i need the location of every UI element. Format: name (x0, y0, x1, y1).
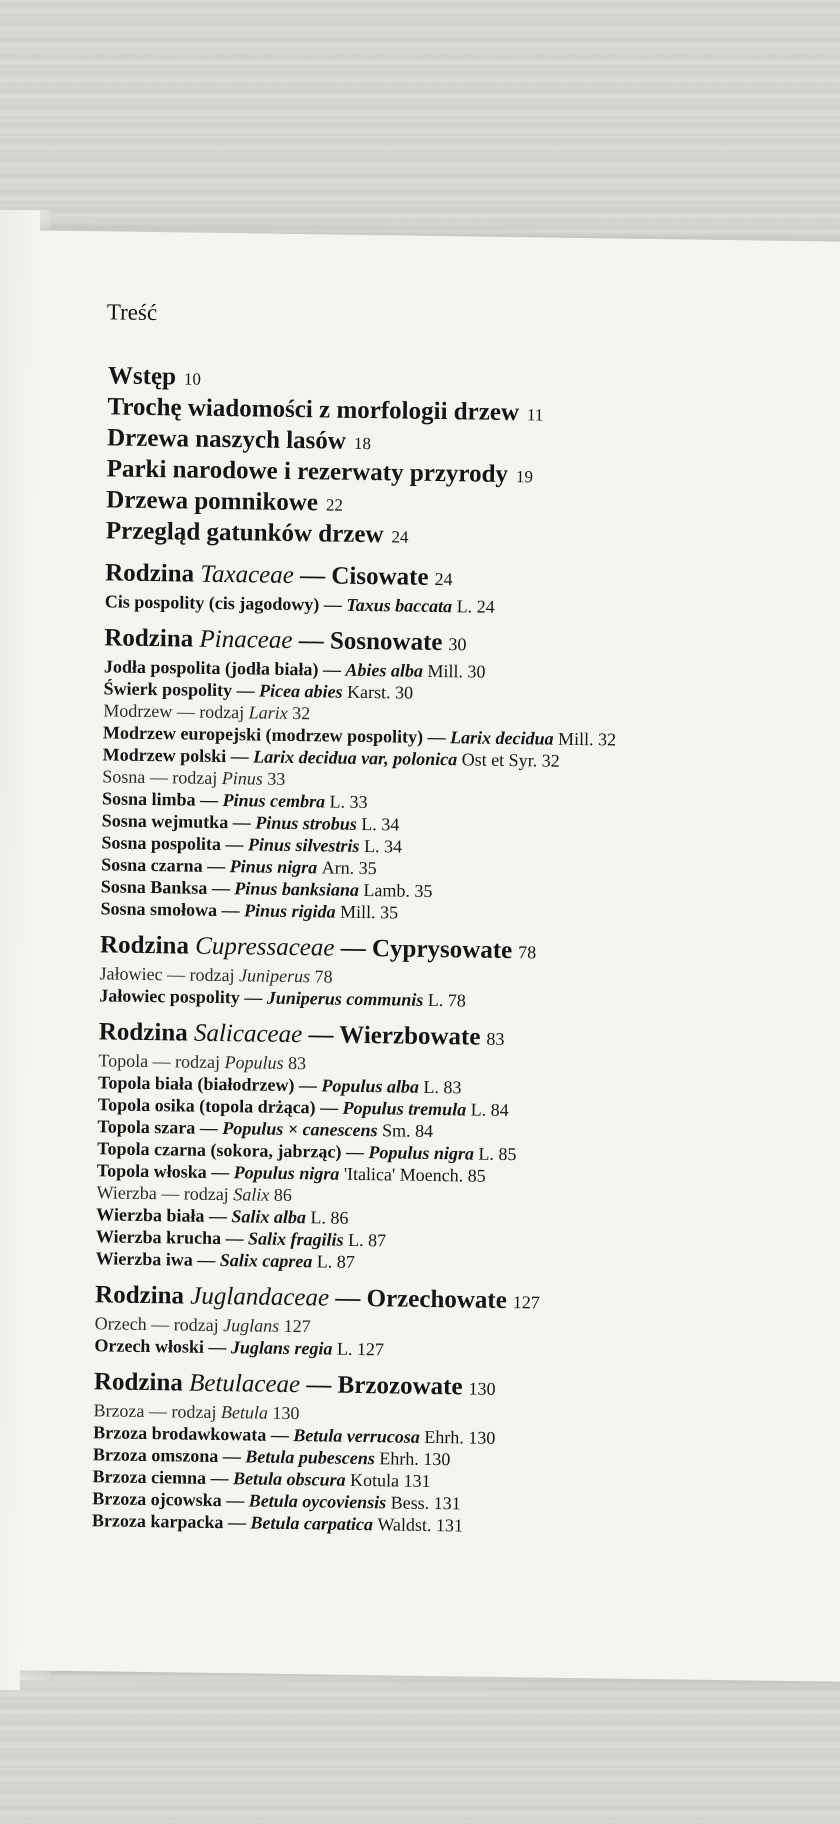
species-latin-name: Populus × canescens (222, 1118, 378, 1141)
family-polish-name: Brzozowate (337, 1371, 463, 1401)
page-number: 22 (325, 495, 344, 515)
family-polish-name: Orzechowate (366, 1285, 508, 1315)
page-number: 35 (358, 857, 377, 879)
page-number: 127 (512, 1292, 540, 1313)
species-author: Mill. (427, 660, 464, 682)
separator: — (299, 562, 326, 590)
genus-latin-name: Pinus (221, 768, 264, 789)
family-group (95, 1016, 818, 1279)
species-latin-name: Pinus nigra (229, 856, 318, 878)
separator: — (345, 1141, 365, 1163)
separator: — (340, 934, 366, 963)
family-polish-name: Cisowate (331, 562, 429, 591)
species-author: Karst. (346, 681, 391, 703)
species-polish-name: Sosna pospolita (101, 832, 222, 855)
genus-label: rodzaj (172, 767, 218, 788)
species-latin-name: Larix decidua var, polonica (253, 746, 458, 770)
page-number: 24 (434, 568, 453, 590)
separator: — (335, 1284, 361, 1312)
page-number: 24 (476, 596, 495, 617)
separator: — (225, 1228, 244, 1249)
page-number: 19 (515, 467, 534, 487)
species-polish-name: Cis pospolity (cis jagodowy) (104, 591, 320, 615)
species-latin-name: Abies alba (345, 659, 424, 681)
page-number: 35 (414, 880, 433, 901)
separator: — (427, 726, 446, 748)
species-latin-name: Salix caprea (219, 1250, 313, 1272)
intro-sections (106, 361, 829, 557)
genus-label: rodzaj (199, 701, 245, 723)
separator: — (211, 1161, 230, 1183)
genus-polish-name: Orzech (94, 1313, 147, 1335)
species-polish-name: Sosna wejmutka (101, 810, 229, 833)
species-polish-name: Orzech włoski (94, 1335, 205, 1357)
genus-polish-name: Sosna (102, 766, 146, 787)
separator: — (323, 594, 342, 615)
species-polish-name: Wierzba iwa (95, 1248, 193, 1270)
species-latin-name: Betula carpatica (250, 1512, 374, 1535)
species-latin-name: Betula pubescens (245, 1446, 376, 1469)
species-latin-name: Betula oycoviensis (248, 1490, 387, 1513)
family-group (100, 622, 824, 929)
separator: — (199, 1117, 218, 1138)
separator: — (298, 627, 324, 655)
species-author: L. (310, 1207, 327, 1228)
family-latin-name: Taxaceae (200, 560, 295, 589)
page-number: 86 (330, 1207, 349, 1228)
page-number: 78 (518, 942, 537, 963)
page-number: 87 (336, 1251, 355, 1272)
species-polish-name: Sosna czarna (101, 854, 203, 876)
species-polish-name: Modrzew europejski (modrzew pospolity) (102, 722, 424, 747)
separator: — (161, 1183, 180, 1204)
page-number: 127 (283, 1315, 311, 1337)
genus-label: rodzaj (189, 964, 235, 986)
separator: — (308, 1021, 334, 1049)
page-number: 78 (447, 990, 467, 1011)
separator: — (226, 1490, 245, 1511)
separator: — (208, 1336, 227, 1358)
species-latin-name: Populus alba (321, 1075, 420, 1097)
species-latin-name: Populus tremula (342, 1097, 467, 1120)
species-author: L. (363, 836, 380, 857)
family-prefix: Rodzina (105, 559, 195, 588)
genus-polish-name: Jałowiec (99, 963, 163, 985)
page-number: 83 (486, 1028, 505, 1049)
separator: — (221, 900, 240, 921)
species-author: Ehrh. (379, 1448, 420, 1469)
species-author: Waldst. (377, 1514, 432, 1536)
page-number: 86 (273, 1184, 292, 1206)
separator: — (319, 1097, 339, 1118)
species-polish-name: Sosna Banksa (100, 876, 208, 898)
species-author: Bess. (390, 1492, 430, 1513)
page-number: 85 (467, 1165, 486, 1186)
family-prefix: Rodzina (98, 1018, 188, 1047)
species-latin-name: Betula obscura (232, 1468, 346, 1490)
genus-label: rodzaj (171, 1401, 217, 1422)
page-number: 83 (287, 1052, 307, 1074)
genus-label: rodzaj (175, 1051, 221, 1073)
book-page (0, 230, 840, 1682)
family-prefix: Rodzina (94, 1281, 185, 1310)
family-group (99, 929, 820, 1016)
species-latin-name: Juniperus communis (266, 987, 424, 1010)
species-polish-name: Sosna smołowa (100, 898, 218, 920)
species-author: L. (470, 1099, 487, 1120)
page-number: 84 (490, 1099, 509, 1121)
species-author: L. (347, 1229, 364, 1251)
page-number: 34 (381, 814, 400, 835)
separator: — (244, 987, 263, 1008)
species-latin-name: Salix fragilis (247, 1228, 344, 1250)
species-polish-name: Topola czarna (sokora, jabrząc) (97, 1138, 342, 1162)
separator: — (232, 812, 251, 833)
section-title: Parki narodowe i rezerwaty przyrody (106, 455, 509, 488)
species-polish-name: Brzoza brodawkowata (93, 1422, 267, 1445)
species-polish-name: Brzoza omszona (92, 1444, 219, 1467)
species-polish-name: Modrzew polski (102, 744, 227, 767)
separator: — (270, 1424, 290, 1446)
species-polish-name: Świerk pospolity (103, 678, 233, 701)
page-number: 131 (433, 1493, 461, 1514)
section-title: Drzewa pomnikowe (106, 486, 319, 517)
page-number: 130 (468, 1378, 496, 1399)
separator: — (236, 680, 255, 701)
page-number: 30 (394, 682, 414, 703)
genus-latin-name: Betula (220, 1402, 269, 1423)
family-latin-name: Betulaceae (188, 1369, 301, 1399)
page-number: 131 (403, 1470, 431, 1491)
genus-latin-name: Populus (224, 1052, 284, 1073)
separator: — (306, 1371, 332, 1399)
page-number: 33 (349, 791, 368, 813)
separator: — (199, 789, 219, 810)
species-polish-name: Brzoza ciemna (92, 1466, 207, 1488)
species-latin-name: Pinus banksiana (234, 878, 360, 900)
separator: — (227, 1512, 247, 1533)
species-latin-name: Populus nigra (233, 1162, 340, 1184)
section-title: Trochę wiadomości z morfologii drzew (107, 393, 520, 427)
separator: — (148, 1401, 168, 1422)
separator: — (230, 746, 249, 767)
species-latin-name: Salix alba (231, 1206, 307, 1228)
family-group (105, 557, 826, 622)
page-number: 131 (435, 1515, 464, 1536)
species-polish-name: Jodła pospolita (jodła biała) (103, 656, 319, 680)
separator: — (322, 659, 342, 680)
separator: — (298, 1075, 318, 1096)
species-latin-name: Pinus cembra (222, 790, 326, 812)
genus-latin-name: Juniperus (238, 965, 311, 987)
family-latin-name: Salicaceae (193, 1019, 303, 1049)
page-number: 34 (383, 836, 403, 857)
page-number: 32 (597, 729, 617, 750)
genus-label: rodzaj (183, 1183, 229, 1205)
page-number: 24 (391, 527, 409, 547)
species-latin-name: Taxus baccata (346, 594, 453, 617)
species-author: Arn. (321, 857, 355, 878)
species-polish-name: Topola włoska (96, 1160, 207, 1182)
page-number: 130 (423, 1448, 451, 1470)
separator: — (225, 834, 244, 855)
page-number: 10 (183, 369, 202, 389)
family-polish-name: Wierzbowate (339, 1021, 481, 1051)
species-latin-name: Juglans regia (230, 1337, 333, 1359)
species-author: Mill. (339, 901, 376, 923)
genus-polish-name: Wierzba (96, 1182, 157, 1204)
species-latin-name: Pinus strobus (255, 812, 357, 834)
family-group (94, 1279, 815, 1366)
separator: — (222, 1446, 242, 1467)
family-group (92, 1366, 814, 1541)
species-polish-name: Topola biała (białodrzew) (97, 1072, 295, 1096)
species-author: Ost et Syr. (461, 749, 538, 771)
species-polish-name: Topola szara (97, 1116, 196, 1138)
genus-latin-name: Juglans (223, 1315, 280, 1336)
family-prefix: Rodzina (99, 931, 190, 960)
page-number: 30 (467, 661, 486, 682)
species-author: L. (361, 813, 377, 835)
table-of-contents (92, 361, 828, 1541)
page-number: 84 (414, 1120, 434, 1141)
page-number: 83 (443, 1077, 462, 1098)
page-number: 18 (353, 433, 372, 454)
separator: — (176, 701, 195, 722)
separator: — (208, 1205, 228, 1227)
species-author: L. (316, 1251, 333, 1272)
genus-polish-name: Modrzew (103, 700, 173, 722)
species-latin-name: Betula verrucosa (293, 1425, 421, 1447)
species-author: L. (456, 596, 473, 617)
species-author: Lamb. (363, 880, 411, 901)
species-author: L. (478, 1143, 495, 1164)
family-latin-name: Pinaceae (199, 625, 293, 654)
page-number: 78 (314, 966, 333, 987)
species-polish-name: Topola osika (topola drżąca) (97, 1094, 316, 1118)
species-author: L. (336, 1338, 353, 1359)
species-latin-name: Picea abies (258, 680, 343, 702)
species-author: Kotula (349, 1469, 400, 1491)
page-number: 127 (356, 1338, 385, 1360)
genus-latin-name: Larix (248, 702, 288, 723)
separator: — (211, 877, 231, 899)
species-polish-name: Brzoza ojcowska (92, 1488, 222, 1511)
page-number: 30 (448, 634, 467, 655)
page-number: 130 (468, 1427, 496, 1448)
genus-latin-name: Salix (233, 1184, 270, 1205)
page-number: 33 (267, 768, 286, 789)
species-author: L. (427, 989, 444, 1011)
page-number: 130 (272, 1402, 300, 1424)
species-polish-name: Wierzba biała (96, 1204, 205, 1226)
section-title: Drzewa naszych lasów (106, 424, 347, 455)
species-author: Mill. (557, 728, 594, 750)
section-title: Wstęp (107, 362, 177, 391)
species-author: L. (329, 791, 346, 812)
species-author: 'Italica' Moench. (343, 1163, 464, 1186)
separator: — (151, 1314, 170, 1335)
family-prefix: Rodzina (93, 1368, 184, 1397)
species-polish-name: Wierzba krucha (95, 1226, 222, 1249)
separator: — (149, 767, 169, 788)
genus-polish-name: Brzoza (93, 1400, 145, 1421)
species-author: L. (423, 1076, 440, 1098)
species-latin-name: Pinus silvestris (247, 834, 360, 856)
page-number: 35 (379, 902, 399, 923)
page-title: Treść (106, 299, 158, 326)
separator: — (152, 1051, 171, 1072)
family-prefix: Rodzina (104, 624, 194, 653)
family-latin-name: Juglandaceae (190, 1282, 330, 1312)
species-author: Sm. (381, 1120, 411, 1141)
page-number: 85 (498, 1143, 517, 1165)
family-latin-name: Cupressaceae (194, 932, 335, 962)
family-polish-name: Sosnowate (329, 627, 443, 657)
genus-label: rodzaj (173, 1314, 219, 1336)
genus-polish-name: Topola (98, 1050, 149, 1072)
page-number: 87 (367, 1230, 387, 1251)
page-number: 32 (292, 702, 311, 724)
separator: — (210, 1467, 229, 1489)
page-number: 11 (526, 405, 544, 425)
species-polish-name: Brzoza karpacka (91, 1510, 224, 1533)
species-latin-name: Populus nigra (368, 1142, 475, 1164)
species-latin-name: Larix decidua (449, 727, 554, 749)
family-sections (92, 557, 826, 1541)
species-latin-name: Pinus rigida (243, 900, 336, 922)
species-polish-name: Jałowiec pospolity (99, 985, 240, 1008)
species-author: Ehrh. (424, 1426, 465, 1448)
family-polish-name: Cyprysowate (371, 935, 513, 965)
separator: — (207, 855, 226, 877)
separator: — (166, 964, 186, 985)
separator: — (197, 1249, 216, 1270)
page-number: 32 (541, 750, 560, 771)
section-title: Przegląd gatunków drzew (105, 517, 384, 549)
species-polish-name: Sosna limba (101, 788, 196, 810)
